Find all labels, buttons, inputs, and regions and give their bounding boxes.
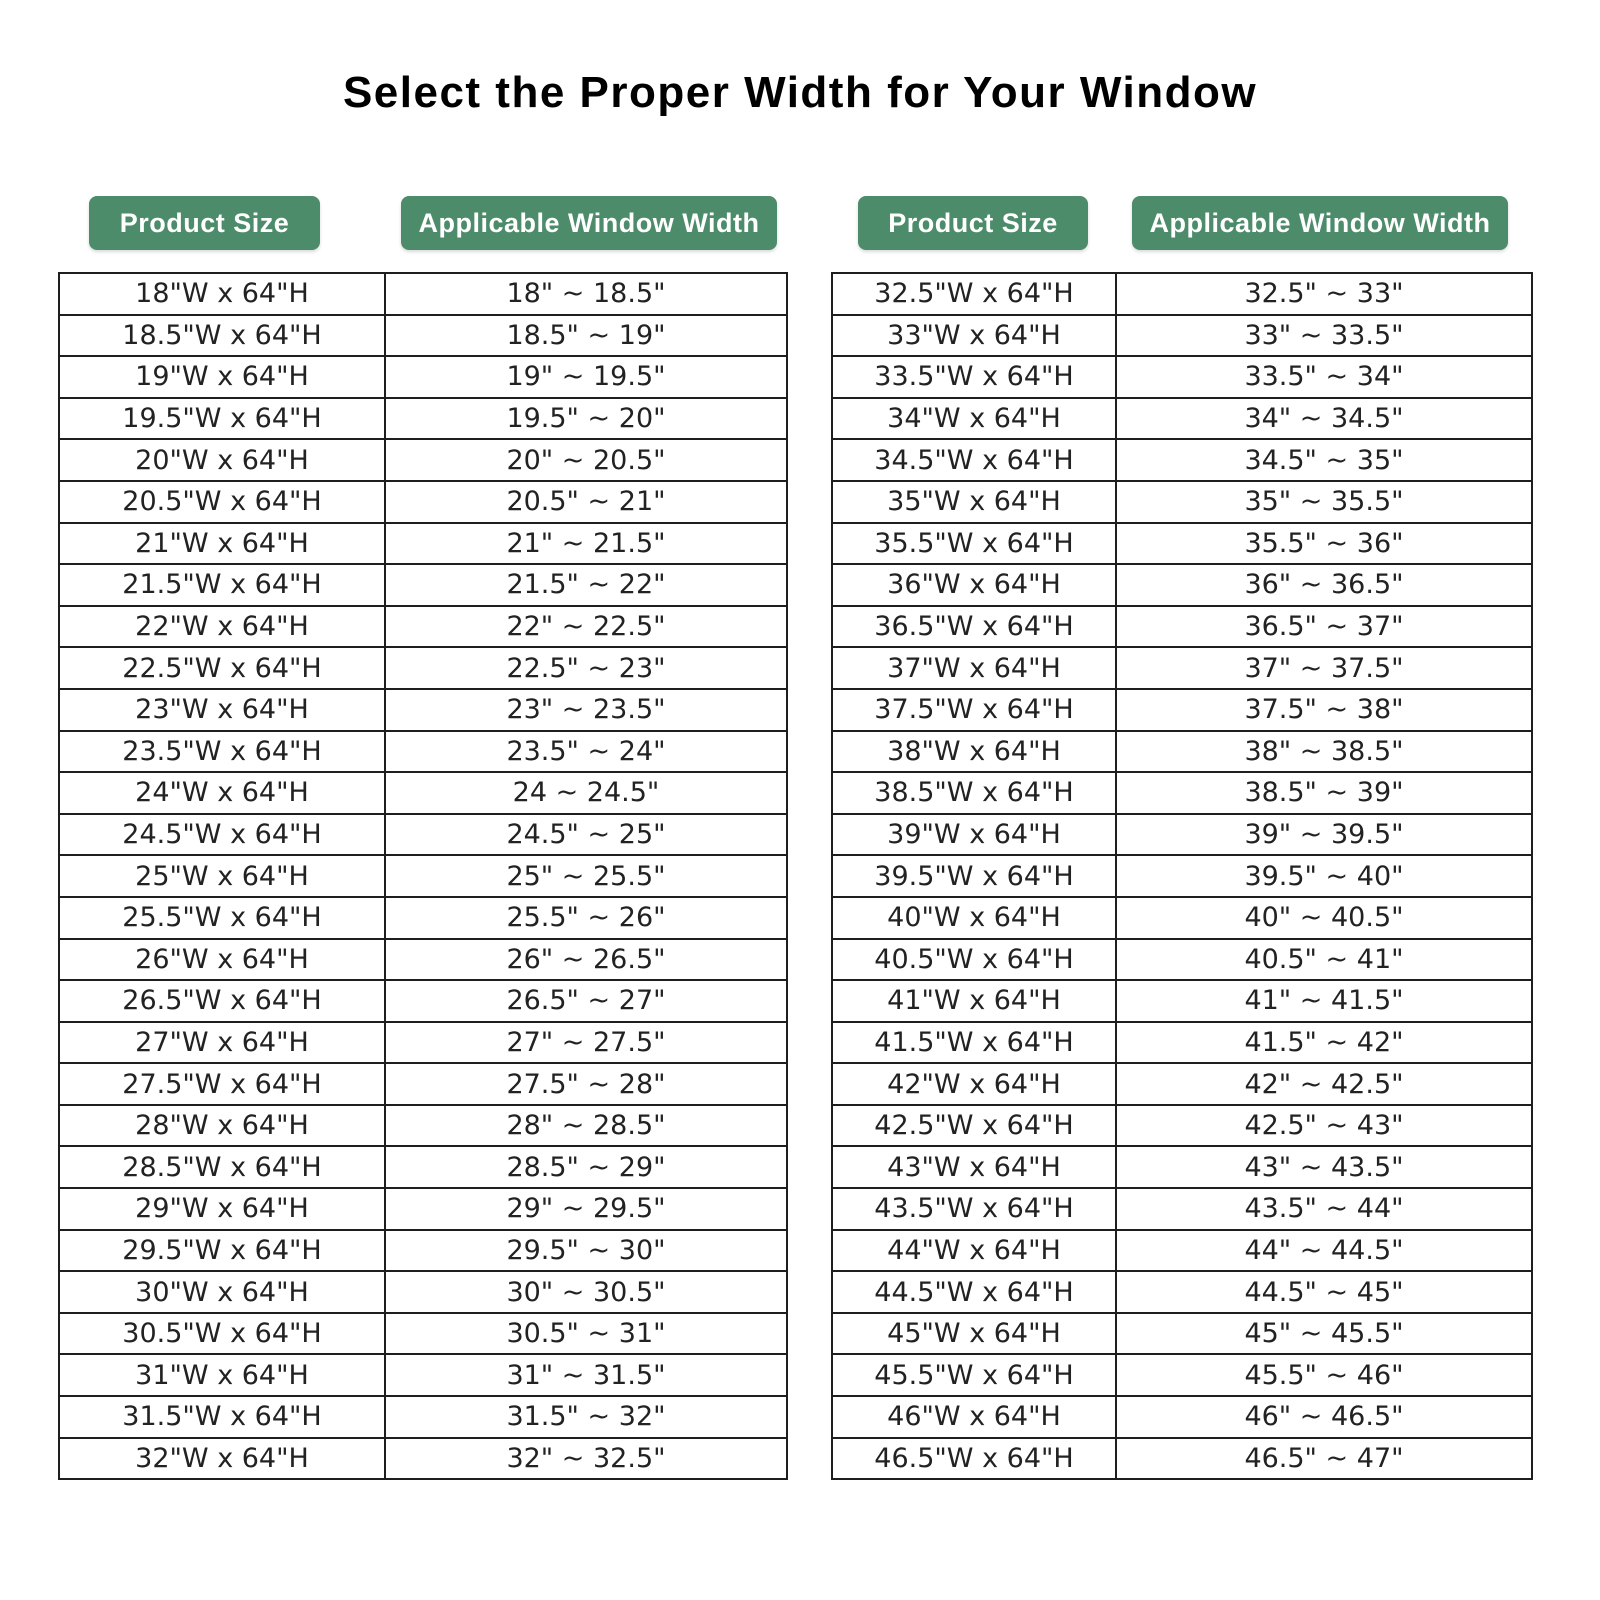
window-width-cell: 42.5" ~ 43": [1116, 1105, 1532, 1147]
window-width-cell: 37" ~ 37.5": [1116, 647, 1532, 689]
product-size-cell: 28"W x 64"H: [59, 1105, 385, 1147]
window-width-cell: 38" ~ 38.5": [1116, 731, 1532, 773]
product-size-cell: 35"W x 64"H: [832, 481, 1116, 523]
window-width-cell: 35.5" ~ 36": [1116, 523, 1532, 565]
table-row: [832, 1313, 1532, 1355]
product-size-cell: 41"W x 64"H: [832, 980, 1116, 1022]
window-width-cell: 45.5" ~ 46": [1116, 1354, 1532, 1396]
product-size-cell: 40.5"W x 64"H: [832, 939, 1116, 981]
window-width-cell: 30" ~ 30.5": [385, 1271, 787, 1313]
table-row: [59, 1188, 787, 1230]
table-row: [59, 606, 787, 648]
product-size-cell: 22"W x 64"H: [59, 606, 385, 648]
table-row: [59, 481, 787, 523]
window-width-cell: 46.5" ~ 47": [1116, 1438, 1532, 1480]
table-row: [832, 481, 1532, 523]
product-size-cell: 18.5"W x 64"H: [59, 315, 385, 357]
product-size-cell: 34"W x 64"H: [832, 398, 1116, 440]
product-size-cell: 32"W x 64"H: [59, 1438, 385, 1480]
window-width-cell: 26" ~ 26.5": [385, 939, 787, 981]
table-row: [59, 273, 787, 315]
table-row: [832, 564, 1532, 606]
window-width-cell: 28.5" ~ 29": [385, 1146, 787, 1188]
product-size-cell: 31"W x 64"H: [59, 1354, 385, 1396]
product-size-cell: 37"W x 64"H: [832, 647, 1116, 689]
window-width-cell: 26.5" ~ 27": [385, 980, 787, 1022]
window-width-cell: 27.5" ~ 28": [385, 1063, 787, 1105]
window-width-cell: 29.5" ~ 30": [385, 1230, 787, 1272]
product-size-cell: 38"W x 64"H: [832, 731, 1116, 773]
product-size-cell: 40"W x 64"H: [832, 897, 1116, 939]
table-row: [832, 897, 1532, 939]
window-width-cell: 41.5" ~ 42": [1116, 1022, 1532, 1064]
table-row: [59, 689, 787, 731]
window-width-cell: 18" ~ 18.5": [385, 273, 787, 315]
table-row: [59, 564, 787, 606]
table-row: [832, 1063, 1532, 1105]
window-width-cell: 34" ~ 34.5": [1116, 398, 1532, 440]
product-size-cell: 33"W x 64"H: [832, 315, 1116, 357]
table-row: [832, 315, 1532, 357]
window-width-cell: 28" ~ 28.5": [385, 1105, 787, 1147]
table-row: [59, 1230, 787, 1272]
product-size-cell: 30.5"W x 64"H: [59, 1313, 385, 1355]
table-row: [832, 1105, 1532, 1147]
window-width-cell: 46" ~ 46.5": [1116, 1396, 1532, 1438]
product-size-cell: 26"W x 64"H: [59, 939, 385, 981]
product-size-cell: 27.5"W x 64"H: [59, 1063, 385, 1105]
window-width-cell: 25" ~ 25.5": [385, 855, 787, 897]
table-row: [832, 398, 1532, 440]
table-row: [832, 980, 1532, 1022]
window-width-cell: 24.5" ~ 25": [385, 814, 787, 856]
table-row: [832, 814, 1532, 856]
product-size-cell: 46"W x 64"H: [832, 1396, 1116, 1438]
window-width-cell: 40" ~ 40.5": [1116, 897, 1532, 939]
product-size-cell: 23.5"W x 64"H: [59, 731, 385, 773]
window-width-cell: 33.5" ~ 34": [1116, 356, 1532, 398]
table-row: [59, 1063, 787, 1105]
product-size-cell: 42.5"W x 64"H: [832, 1105, 1116, 1147]
window-width-cell: 40.5" ~ 41": [1116, 939, 1532, 981]
product-size-cell: 41.5"W x 64"H: [832, 1022, 1116, 1064]
window-width-cell: 32" ~ 32.5": [385, 1438, 787, 1480]
product-size-cell: 31.5"W x 64"H: [59, 1396, 385, 1438]
product-size-cell: 44.5"W x 64"H: [832, 1271, 1116, 1313]
product-size-cell: 36"W x 64"H: [832, 564, 1116, 606]
product-size-cell: 44"W x 64"H: [832, 1230, 1116, 1272]
right-window-width-header: Applicable Window Width: [1132, 196, 1508, 250]
table-row: [832, 772, 1532, 814]
product-size-cell: 19"W x 64"H: [59, 356, 385, 398]
product-size-cell: 35.5"W x 64"H: [832, 523, 1116, 565]
product-size-cell: 33.5"W x 64"H: [832, 356, 1116, 398]
table-row: [832, 647, 1532, 689]
window-width-cell: 41" ~ 41.5": [1116, 980, 1532, 1022]
table-row: [832, 1354, 1532, 1396]
table-row: [832, 1271, 1532, 1313]
window-width-cell: 34.5" ~ 35": [1116, 439, 1532, 481]
window-width-cell: 39" ~ 39.5": [1116, 814, 1532, 856]
window-width-cell: 31.5" ~ 32": [385, 1396, 787, 1438]
window-width-cell: 21" ~ 21.5": [385, 523, 787, 565]
window-width-cell: 22" ~ 22.5": [385, 606, 787, 648]
window-width-cell: 43.5" ~ 44": [1116, 1188, 1532, 1230]
window-width-cell: 31" ~ 31.5": [385, 1354, 787, 1396]
table-row: [832, 1146, 1532, 1188]
table-row: [59, 1146, 787, 1188]
table-row: [59, 855, 787, 897]
window-width-cell: 19" ~ 19.5": [385, 356, 787, 398]
left-size-table: [58, 272, 788, 1480]
window-width-cell: 25.5" ~ 26": [385, 897, 787, 939]
table-row: [832, 689, 1532, 731]
product-size-cell: 42"W x 64"H: [832, 1063, 1116, 1105]
left-product-size-header: Product Size: [89, 196, 320, 250]
window-width-cell: 44" ~ 44.5": [1116, 1230, 1532, 1272]
table-row: [59, 897, 787, 939]
table-row: [59, 772, 787, 814]
table-row: [832, 273, 1532, 315]
window-width-cell: 36.5" ~ 37": [1116, 606, 1532, 648]
table-row: [59, 939, 787, 981]
table-row: [59, 1313, 787, 1355]
table-row: [59, 1354, 787, 1396]
table-row: [59, 1105, 787, 1147]
product-size-cell: 25.5"W x 64"H: [59, 897, 385, 939]
table-row: [59, 1022, 787, 1064]
window-width-cell: 36" ~ 36.5": [1116, 564, 1532, 606]
window-width-cell: 38.5" ~ 39": [1116, 772, 1532, 814]
product-size-cell: 30"W x 64"H: [59, 1271, 385, 1313]
product-size-cell: 37.5"W x 64"H: [832, 689, 1116, 731]
product-size-cell: 25"W x 64"H: [59, 855, 385, 897]
window-width-cell: 29" ~ 29.5": [385, 1188, 787, 1230]
table-row: [832, 606, 1532, 648]
product-size-cell: 46.5"W x 64"H: [832, 1438, 1116, 1480]
product-size-cell: 29.5"W x 64"H: [59, 1230, 385, 1272]
product-size-cell: 21"W x 64"H: [59, 523, 385, 565]
product-size-cell: 18"W x 64"H: [59, 273, 385, 315]
table-row: [59, 647, 787, 689]
product-size-cell: 24.5"W x 64"H: [59, 814, 385, 856]
right-product-size-header: Product Size: [858, 196, 1088, 250]
window-width-cell: 45" ~ 45.5": [1116, 1313, 1532, 1355]
page-title: Select the Proper Width for Your Window: [342, 68, 1258, 117]
product-size-cell: 43"W x 64"H: [832, 1146, 1116, 1188]
product-size-cell: 38.5"W x 64"H: [832, 772, 1116, 814]
window-width-cell: 37.5" ~ 38": [1116, 689, 1532, 731]
window-width-cell: 24 ~ 24.5": [385, 772, 787, 814]
window-width-cell: 23.5" ~ 24": [385, 731, 787, 773]
product-size-cell: 39"W x 64"H: [832, 814, 1116, 856]
product-size-cell: 45.5"W x 64"H: [832, 1354, 1116, 1396]
table-row: [59, 731, 787, 773]
window-width-cell: 22.5" ~ 23": [385, 647, 787, 689]
table-row: [832, 1230, 1532, 1272]
window-width-cell: 19.5" ~ 20": [385, 398, 787, 440]
table-row: [832, 523, 1532, 565]
product-size-cell: 32.5"W x 64"H: [832, 273, 1116, 315]
table-row: [832, 1396, 1532, 1438]
table-row: [832, 356, 1532, 398]
window-width-cell: 23" ~ 23.5": [385, 689, 787, 731]
table-row: [832, 439, 1532, 481]
product-size-cell: 22.5"W x 64"H: [59, 647, 385, 689]
window-width-cell: 30.5" ~ 31": [385, 1313, 787, 1355]
right-size-table: [831, 272, 1533, 1480]
window-width-cell: 42" ~ 42.5": [1116, 1063, 1532, 1105]
window-width-cell: 44.5" ~ 45": [1116, 1271, 1532, 1313]
product-size-cell: 29"W x 64"H: [59, 1188, 385, 1230]
window-width-cell: 39.5" ~ 40": [1116, 855, 1532, 897]
window-width-cell: 20" ~ 20.5": [385, 439, 787, 481]
product-size-cell: 39.5"W x 64"H: [832, 855, 1116, 897]
window-width-cell: 21.5" ~ 22": [385, 564, 787, 606]
product-size-cell: 43.5"W x 64"H: [832, 1188, 1116, 1230]
window-width-cell: 32.5" ~ 33": [1116, 273, 1532, 315]
table-row: [832, 731, 1532, 773]
product-size-cell: 20"W x 64"H: [59, 439, 385, 481]
table-row: [59, 398, 787, 440]
product-size-cell: 19.5"W x 64"H: [59, 398, 385, 440]
window-width-cell: 18.5" ~ 19": [385, 315, 787, 357]
table-row: [59, 980, 787, 1022]
left-window-width-header: Applicable Window Width: [401, 196, 777, 250]
table-row: [59, 523, 787, 565]
product-size-cell: 21.5"W x 64"H: [59, 564, 385, 606]
window-width-cell: 20.5" ~ 21": [385, 481, 787, 523]
product-size-cell: 24"W x 64"H: [59, 772, 385, 814]
window-width-cell: 33" ~ 33.5": [1116, 315, 1532, 357]
table-row: [59, 439, 787, 481]
window-width-cell: 43" ~ 43.5": [1116, 1146, 1532, 1188]
table-row: [832, 1438, 1532, 1480]
table-row: [59, 1271, 787, 1313]
table-row: [832, 1022, 1532, 1064]
table-row: [59, 1438, 787, 1480]
product-size-cell: 20.5"W x 64"H: [59, 481, 385, 523]
table-row: [59, 814, 787, 856]
table-row: [59, 315, 787, 357]
product-size-cell: 34.5"W x 64"H: [832, 439, 1116, 481]
table-row: [832, 855, 1532, 897]
table-row: [832, 1188, 1532, 1230]
product-size-cell: 23"W x 64"H: [59, 689, 385, 731]
product-size-cell: 36.5"W x 64"H: [832, 606, 1116, 648]
window-width-cell: 35" ~ 35.5": [1116, 481, 1532, 523]
product-size-cell: 27"W x 64"H: [59, 1022, 385, 1064]
table-row: [59, 1396, 787, 1438]
window-width-cell: 27" ~ 27.5": [385, 1022, 787, 1064]
product-size-cell: 26.5"W x 64"H: [59, 980, 385, 1022]
table-row: [59, 356, 787, 398]
product-size-cell: 28.5"W x 64"H: [59, 1146, 385, 1188]
table-row: [832, 939, 1532, 981]
product-size-cell: 45"W x 64"H: [832, 1313, 1116, 1355]
